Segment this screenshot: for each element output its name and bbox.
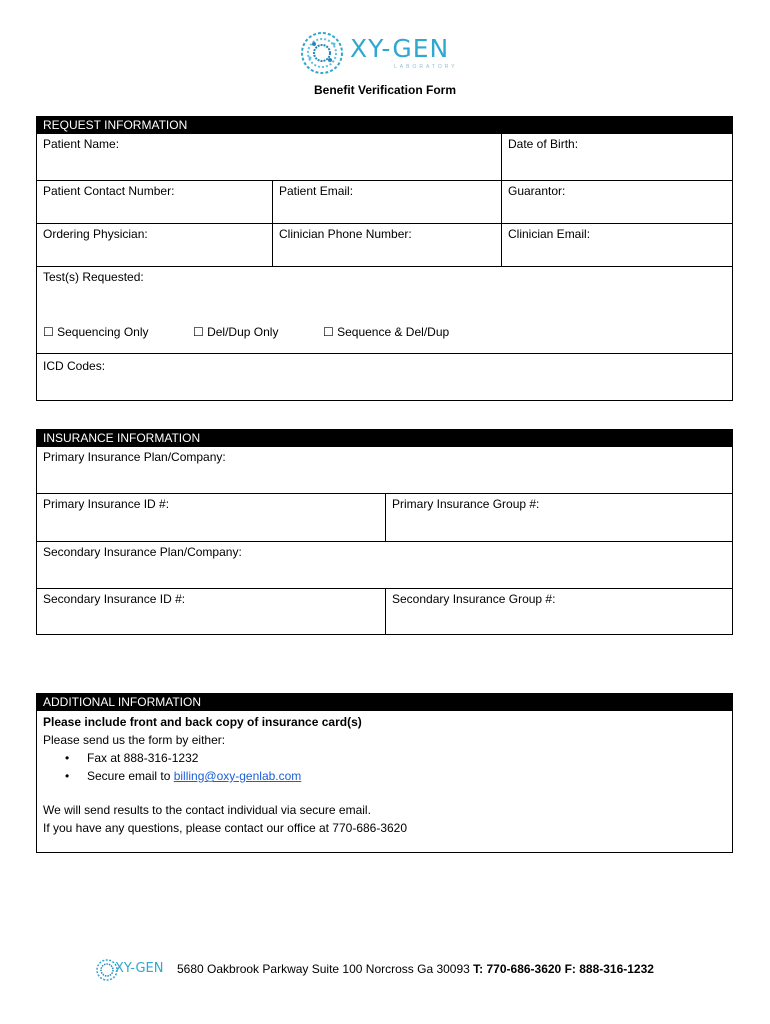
- insurance-card-note: Please include front and back copy of insurance card(s): [43, 715, 362, 729]
- billing-email-link[interactable]: billing@oxy-genlab.com: [173, 769, 302, 783]
- fax-option: • Fax at 888-316-1232: [87, 749, 726, 767]
- secondary-insurance-id-field[interactable]: Secondary Insurance ID #:: [43, 592, 186, 606]
- clinician-phone-number-field[interactable]: Clinician Phone Number:: [272, 224, 501, 266]
- secondary-insurance-plan-field[interactable]: Secondary Insurance Plan/Company:: [43, 545, 242, 559]
- logo-globe-icon: [298, 30, 354, 76]
- footer-contact-line: [177, 962, 654, 976]
- footer-logo-wordmark: XY-GEN: [115, 961, 164, 976]
- sequence-del-dup-checkbox[interactable]: ☐ Sequence & Del/Dup: [323, 325, 450, 339]
- tests-requested-field: [37, 267, 732, 353]
- request-information-heading: REQUEST INFORMATION: [37, 117, 732, 134]
- send-options-list: [43, 749, 726, 785]
- primary-insurance-plan-field[interactable]: Primary Insurance Plan/Company:: [43, 450, 226, 464]
- additional-information-section: [36, 693, 733, 853]
- footer-logo: [95, 958, 165, 982]
- request-information-section: [36, 116, 733, 401]
- patient-email-field[interactable]: Patient Email:: [272, 181, 501, 223]
- results-note: We will send results to the contact individual via secure email.: [43, 803, 371, 817]
- send-form-instruction: Please send us the form by either:: [43, 733, 226, 747]
- sequencing-only-checkbox[interactable]: ☐ Sequencing Only: [43, 325, 149, 339]
- secondary-insurance-group-field[interactable]: Secondary Insurance Group #:: [385, 589, 732, 635]
- patient-name-field[interactable]: Patient Name:: [43, 137, 120, 151]
- logo-subtitle: LABORATORY: [394, 64, 458, 70]
- date-of-birth-field[interactable]: Date of Birth:: [501, 134, 732, 180]
- additional-information-heading: ADDITIONAL INFORMATION: [37, 694, 732, 711]
- insurance-information-heading: INSURANCE INFORMATION: [37, 430, 732, 447]
- ordering-physician-field[interactable]: Ordering Physician:: [43, 227, 148, 241]
- clinician-email-field[interactable]: Clinician Email:: [501, 224, 732, 266]
- primary-insurance-group-field[interactable]: Primary Insurance Group #:: [385, 494, 732, 541]
- primary-insurance-id-field[interactable]: Primary Insurance ID #:: [43, 497, 170, 511]
- questions-note: If you have any questions, please contact our office at 770-686-3620: [43, 821, 408, 835]
- oxygen-logo: [298, 30, 468, 76]
- email-option-prefix: Secure email to: [87, 769, 174, 783]
- guarantor-field[interactable]: Guarantor:: [501, 181, 732, 223]
- additional-information-body: [37, 711, 732, 839]
- insurance-information-section: [36, 429, 733, 635]
- logo-wordmark: XY-GEN: [350, 34, 450, 63]
- patient-contact-number-field[interactable]: Patient Contact Number:: [43, 184, 175, 198]
- form-title: Benefit Verification Form: [313, 83, 457, 97]
- footer-phones: T: 770-686-3620 F: 888-316-1232: [473, 962, 654, 976]
- footer-address: 5680 Oakbrook Parkway Suite 100 Norcross Ga 30093: [177, 962, 474, 976]
- email-option: [87, 767, 726, 785]
- tests-requested-label: Test(s) Requested:: [43, 270, 144, 284]
- del-dup-only-checkbox[interactable]: ☐ Del/Dup Only: [193, 325, 279, 339]
- icd-codes-field[interactable]: ICD Codes:: [43, 359, 106, 373]
- footer: [95, 958, 695, 982]
